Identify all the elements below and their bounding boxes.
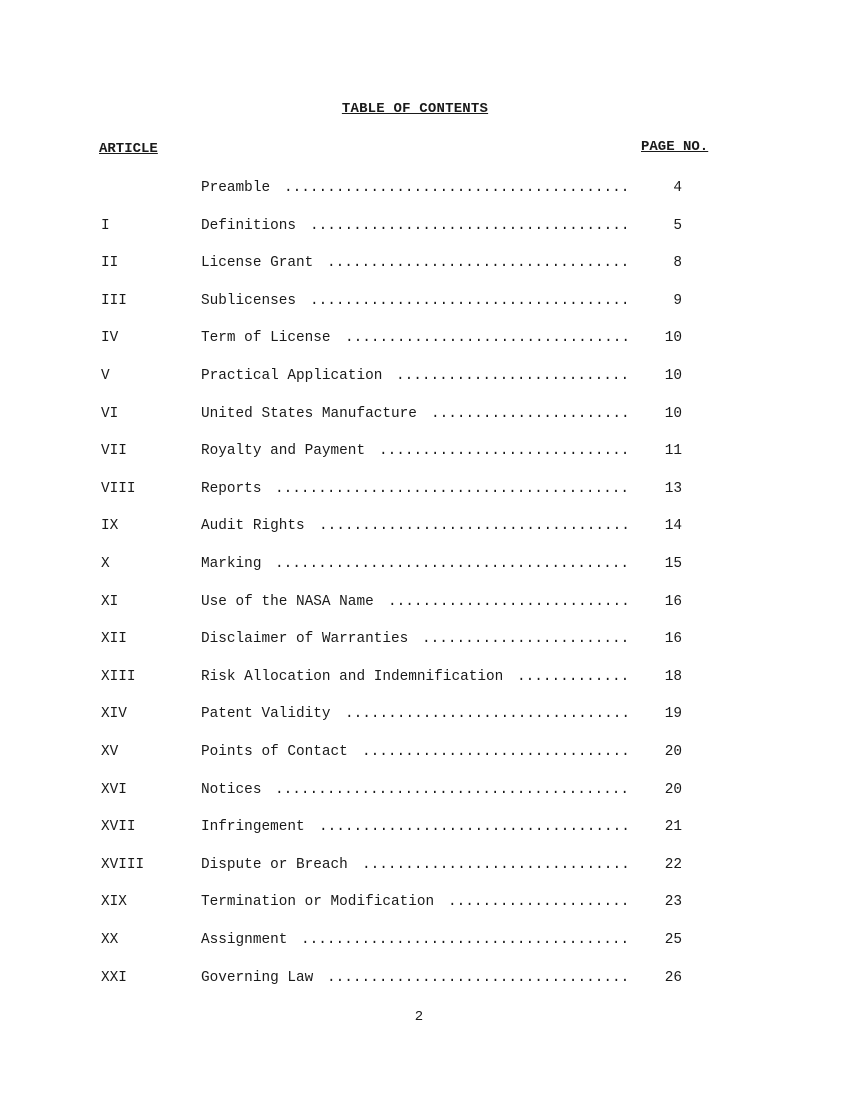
toc-page-number: 26 (664, 970, 682, 986)
toc-entry-title: Marking (201, 556, 262, 572)
toc-entry (0, 291, 850, 311)
toc-entry (0, 404, 850, 424)
toc-title: TABLE OF CONTENTS (341, 101, 489, 117)
toc-entry-title: Audit Rights (201, 518, 305, 534)
dot-leader: ..................... (448, 894, 630, 910)
toc-page-number: 10 (664, 368, 682, 384)
toc-page-number: 11 (664, 443, 682, 459)
toc-entry (0, 253, 850, 273)
toc-entry-title: United States Manufacture (201, 406, 417, 422)
dot-leader: ..................................... (310, 293, 630, 309)
toc-page-number: 22 (664, 857, 682, 873)
toc-page-number: 23 (664, 894, 682, 910)
toc-entry (0, 817, 850, 837)
toc-entry (0, 216, 850, 236)
toc-entry-title: Definitions (201, 218, 296, 234)
toc-article-number: VI (101, 406, 119, 422)
toc-entry-title: Points of Contact (201, 744, 348, 760)
toc-entry-title: Preamble (201, 180, 271, 196)
toc-article-number: VIII (101, 481, 136, 497)
toc-page-number: 9 (673, 293, 682, 309)
toc-entry-title: Termination or Modification (201, 894, 435, 910)
toc-entry (0, 441, 850, 461)
dot-leader: ........................ (422, 631, 630, 647)
dot-leader: ............................... (362, 857, 630, 873)
toc-article-number: XIV (101, 706, 127, 722)
toc-entry (0, 704, 850, 724)
toc-article-number: XX (101, 932, 119, 948)
toc-entry (0, 328, 850, 348)
toc-page-number: 10 (664, 330, 682, 346)
toc-article-number: III (101, 293, 127, 309)
dot-leader: ...................................... (301, 932, 630, 948)
toc-entry-title: Risk Allocation and Indemnification (201, 669, 504, 685)
toc-entry (0, 742, 850, 762)
toc-entry-title: Governing Law (201, 970, 314, 986)
toc-entry-title: Patent Validity (201, 706, 331, 722)
dot-leader: ................................. (345, 706, 630, 722)
toc-article-number: XV (101, 744, 119, 760)
toc-entry-title: Dispute or Breach (201, 857, 348, 873)
toc-page-number: 21 (664, 819, 682, 835)
dot-leader: ....................... (431, 406, 630, 422)
toc-article-number: XVI (101, 782, 127, 798)
toc-entry (0, 479, 850, 499)
toc-article-number: I (101, 218, 110, 234)
page-number: 2 (414, 1009, 424, 1025)
toc-article-number: XVII (101, 819, 136, 835)
toc-entry (0, 554, 850, 574)
toc-entry (0, 855, 850, 875)
toc-entry-title: Royalty and Payment (201, 443, 366, 459)
toc-entry (0, 516, 850, 536)
dot-leader: ......................................... (275, 782, 630, 798)
dot-leader: ......................................... (275, 556, 630, 572)
toc-article-number: II (101, 255, 119, 271)
dot-leader: ................................... (327, 255, 630, 271)
dot-leader: .................................... (319, 518, 630, 534)
dot-leader: ................................. (345, 330, 630, 346)
toc-page-number: 16 (664, 631, 682, 647)
dot-leader: ............................. (379, 443, 630, 459)
dot-leader: .................................... (319, 819, 630, 835)
dot-leader: ............. (517, 669, 630, 685)
toc-entry-title: Disclaimer of Warranties (201, 631, 409, 647)
toc-article-number: XXI (101, 970, 127, 986)
toc-article-number: XIX (101, 894, 127, 910)
toc-entry-title: Use of the NASA Name (201, 594, 374, 610)
toc-entry (0, 892, 850, 912)
toc-article-number: XIII (101, 669, 136, 685)
toc-article-number: XII (101, 631, 127, 647)
toc-entry-title: Sublicenses (201, 293, 296, 309)
dot-leader: ................................... (327, 970, 630, 986)
dot-leader: ......................................... (275, 481, 630, 497)
toc-page-number: 18 (664, 669, 682, 685)
toc-entry-title: Infringement (201, 819, 305, 835)
toc-entry-title: Reports (201, 481, 262, 497)
toc-page-number: 14 (664, 518, 682, 534)
toc-entry (0, 930, 850, 950)
toc-page-number: 8 (673, 255, 682, 271)
toc-entry-title: Assignment (201, 932, 288, 948)
toc-article-number: VII (101, 443, 127, 459)
toc-entry-title: License Grant (201, 255, 314, 271)
dot-leader: ............................ (388, 594, 630, 610)
toc-page-number: 16 (664, 594, 682, 610)
dot-leader: ..................................... (310, 218, 630, 234)
toc-article-number: IX (101, 518, 119, 534)
dot-leader: ........................................ (284, 180, 630, 196)
dot-leader: ........................... (396, 368, 630, 384)
toc-page-number: 4 (673, 180, 682, 196)
toc-entry-title: Term of License (201, 330, 331, 346)
page-number-column-header: PAGE NO. (641, 139, 709, 155)
toc-page-number: 5 (673, 218, 682, 234)
toc-article-number: XVIII (101, 857, 145, 873)
toc-page-number: 20 (664, 744, 682, 760)
toc-article-number: X (101, 556, 110, 572)
article-column-header: ARTICLE (99, 141, 158, 157)
toc-entry-title: Practical Application (201, 368, 383, 384)
toc-entry (0, 629, 850, 649)
toc-entry (0, 178, 850, 198)
toc-page-number: 13 (664, 481, 682, 497)
toc-entry (0, 780, 850, 800)
toc-entry-title: Notices (201, 782, 262, 798)
toc-page-number: 10 (664, 406, 682, 422)
toc-article-number: V (101, 368, 110, 384)
toc-page-number: 25 (664, 932, 682, 948)
toc-entry (0, 592, 850, 612)
toc-entry (0, 968, 850, 988)
toc-entry (0, 667, 850, 687)
toc-article-number: XI (101, 594, 119, 610)
toc-page-number: 19 (664, 706, 682, 722)
dot-leader: ............................... (362, 744, 630, 760)
toc-article-number: IV (101, 330, 119, 346)
toc-page-number: 20 (664, 782, 682, 798)
toc-page-number: 15 (664, 556, 682, 572)
toc-entry (0, 366, 850, 386)
